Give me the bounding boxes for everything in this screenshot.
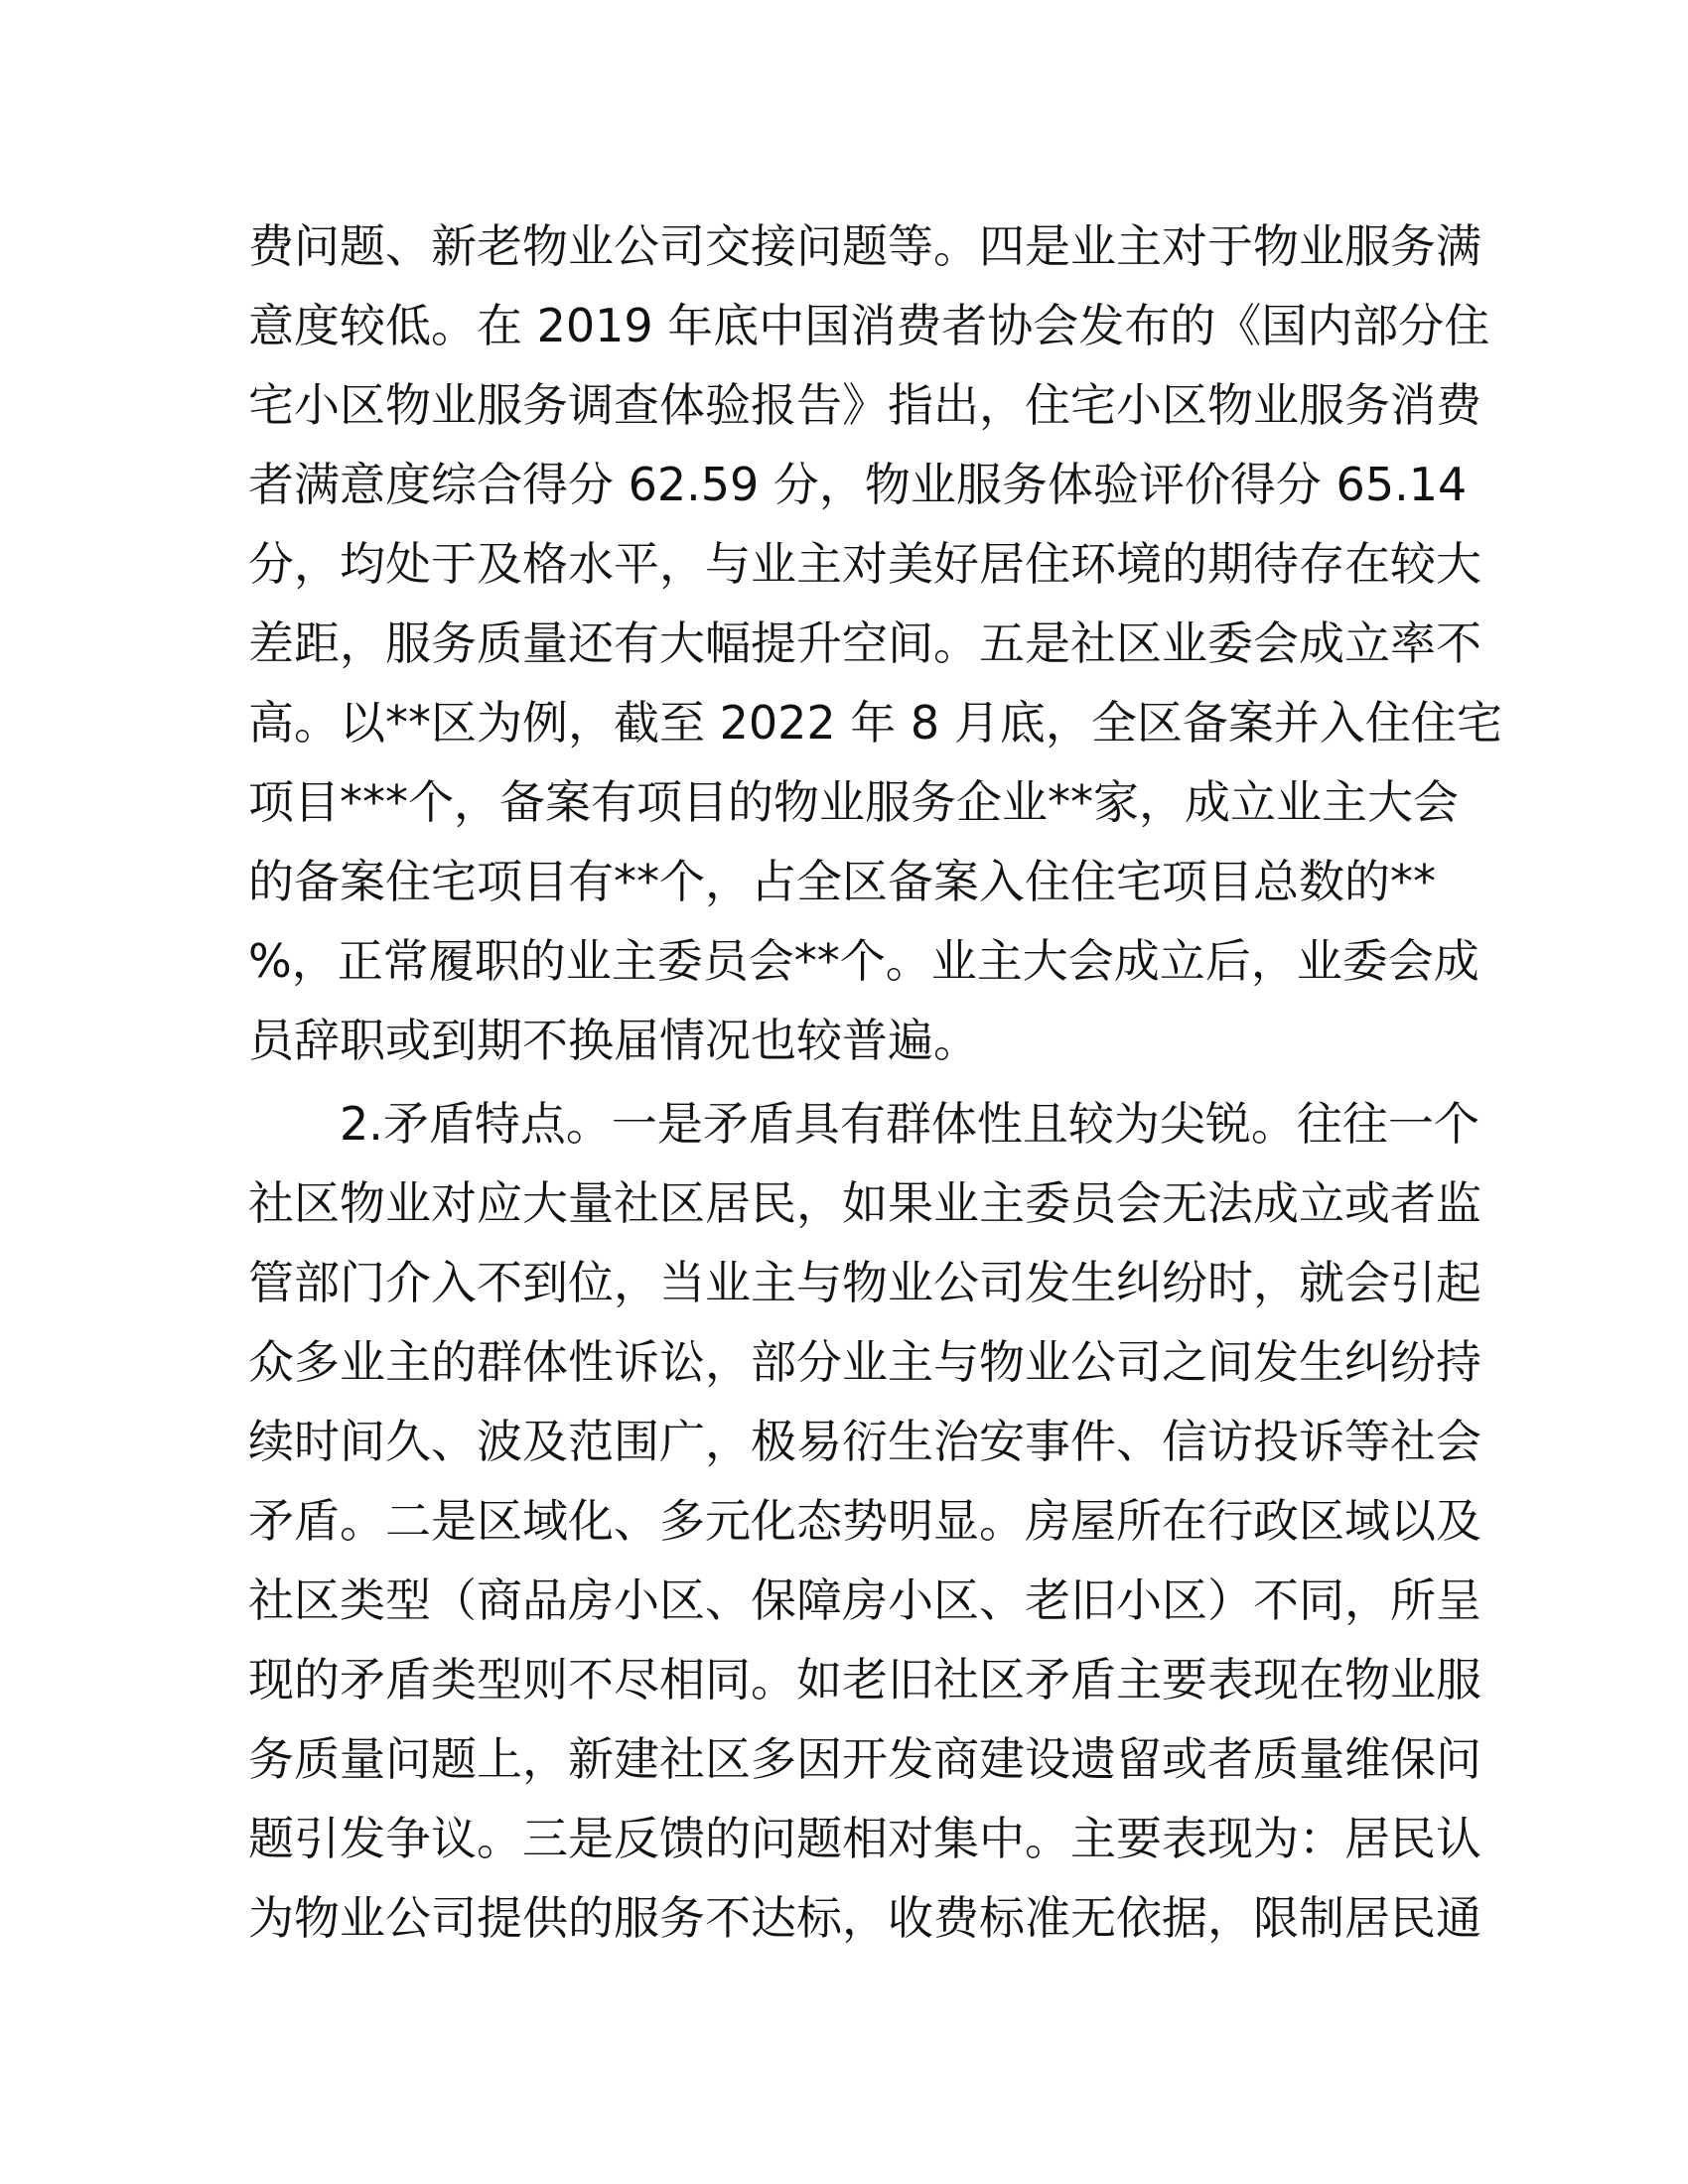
text-line: 费问题、新老物业公司交接问题等。四是业主对于物业服务满 xyxy=(248,219,1481,273)
text-line: 高。以**区为例，截至 2022 年 8 月底，全区备案并入住住宅 xyxy=(248,696,1502,750)
text-line: 题引发争议。三是反馈的问题相对集中。主要表现为：居民认 xyxy=(248,1812,1481,1865)
text-line: 社区物业对应大量社区居民，如果业主委员会无法成立或者监 xyxy=(248,1176,1481,1230)
text-line: 项目***个，备案有项目的物业服务企业**家，成立业主大会 xyxy=(248,775,1459,829)
document-body xyxy=(248,206,1502,1958)
text-line: 差距，服务质量还有大幅提升空间。五是社区业委会成立率不 xyxy=(248,616,1481,670)
text-line: 社区类型（商品房小区、保障房小区、老旧小区）不同，所呈 xyxy=(248,1573,1481,1627)
text-line: 众多业主的群体性诉讼，部分业主与物业公司之间发生纠纷持 xyxy=(248,1335,1481,1389)
text-line-indented: 2.矛盾特点。一是矛盾具有群体性且较为尖锐。往往一个 xyxy=(340,1097,1479,1151)
text-line: 员辞职或到期不换届情况也较普遍。 xyxy=(248,1014,979,1067)
text-line: 务质量问题上，新建社区多因开发商建设遗留或者质量维保问 xyxy=(248,1732,1481,1786)
text-line: 意度较低。在 2019 年底中国消费者协会发布的《国内部分住 xyxy=(248,299,1490,352)
text-line: 为物业公司提供的服务不达标，收费标准无依据，限制居民通 xyxy=(248,1891,1481,1945)
text-line: 的备案住宅项目有**个，占全区备案入住住宅项目总数的** xyxy=(248,855,1436,908)
text-line: 续时间久、波及范围广，极易衍生治安事件、信访投诉等社会 xyxy=(248,1415,1481,1468)
text-line: 宅小区物业服务调查体验报告》指出，住宅小区物业服务消费 xyxy=(248,378,1481,432)
paragraph-2 xyxy=(248,1084,1481,1958)
text-line: 管部门介入不到位，当业主与物业公司发生纠纷时，就会引起 xyxy=(248,1256,1481,1309)
text-line: %，正常履职的业主委员会**个。业主大会成立后，业委会成 xyxy=(248,934,1479,988)
text-line: 现的矛盾类型则不尽相同。如老旧社区矛盾主要表现在物业服 xyxy=(248,1653,1481,1706)
text-line: 分，均处于及格水平，与业主对美好居住环境的期待存在较大 xyxy=(248,537,1481,591)
paragraph-1 xyxy=(248,206,1502,1080)
text-line: 者满意度综合得分 62.59 分，物业服务体验评价得分 65.14 xyxy=(248,458,1468,511)
text-line: 矛盾。二是区域化、多元化态势明显。房屋所在行政区域以及 xyxy=(248,1494,1481,1548)
